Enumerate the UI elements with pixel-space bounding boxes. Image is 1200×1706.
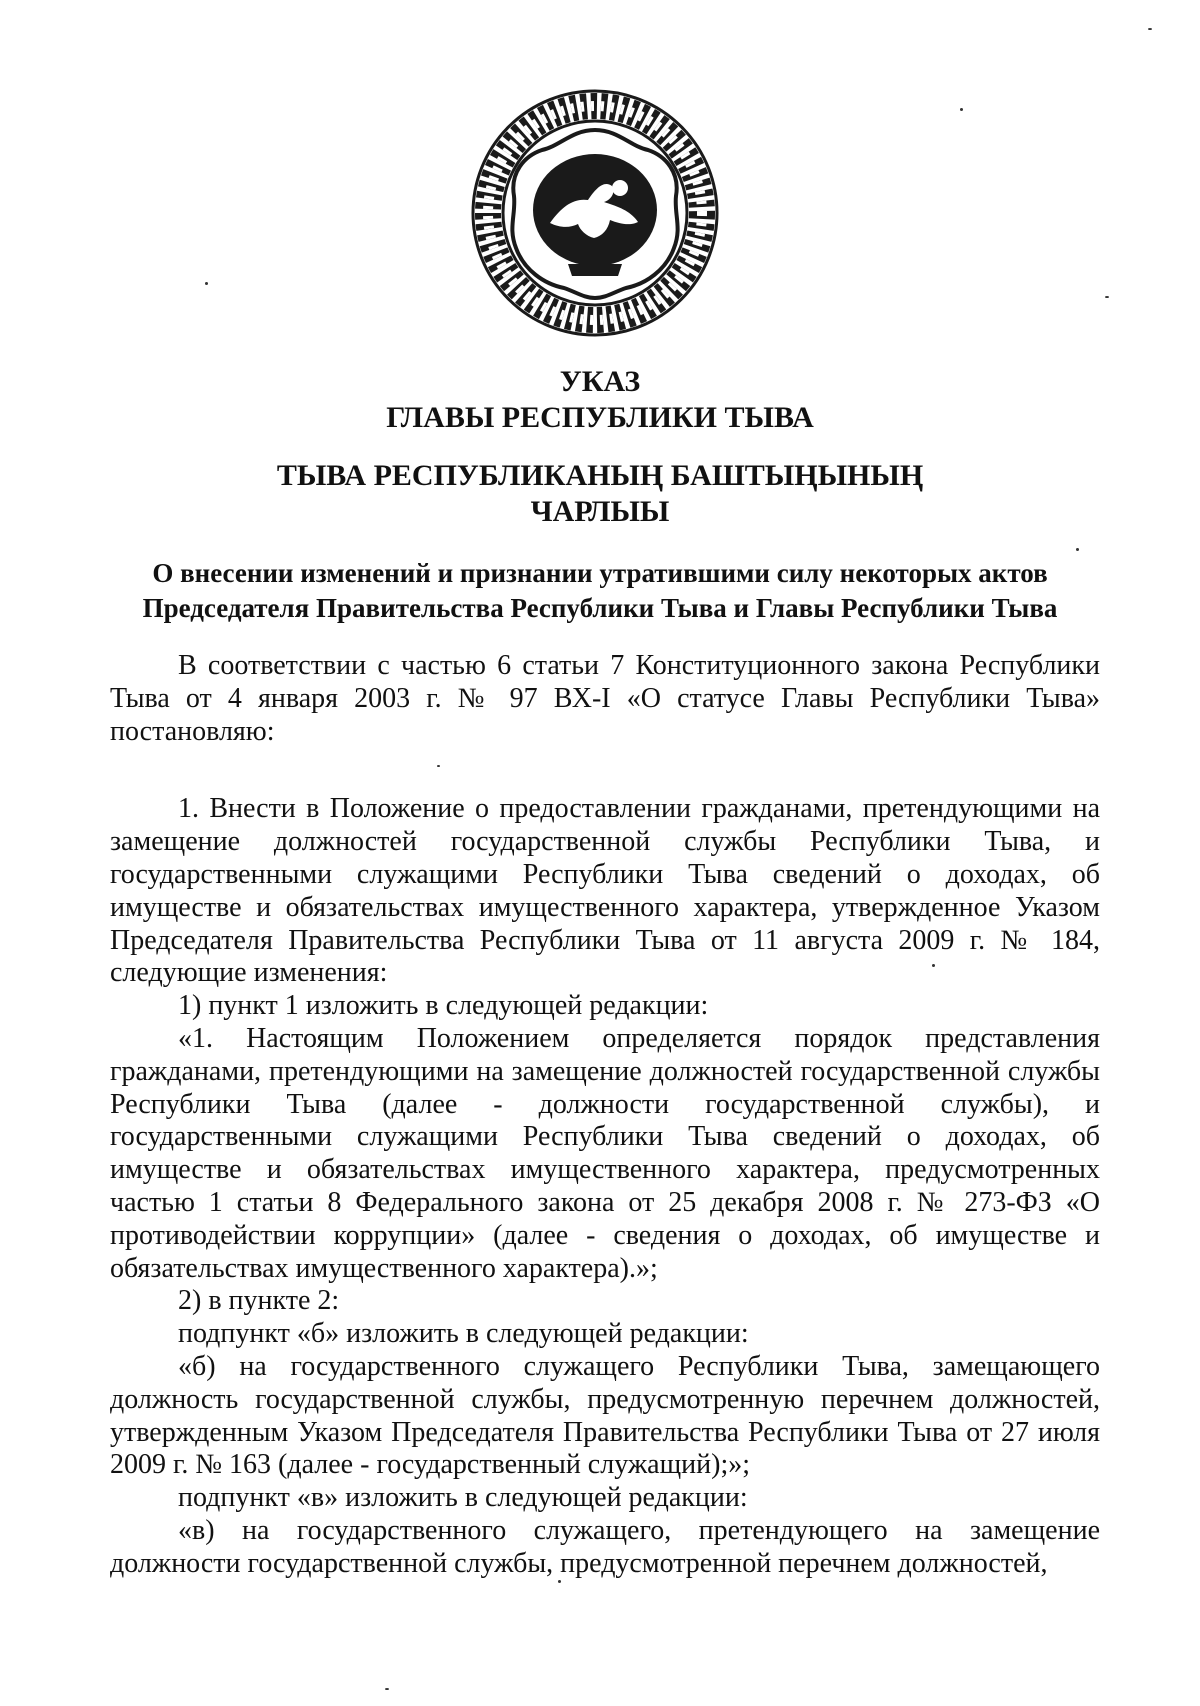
scan-speck	[1105, 296, 1109, 298]
subject-line-1: О внесении изменений и признании утратившими силу некоторых актов	[152, 558, 1048, 588]
subpoint-v-intro-paragraph: подпункт «в» изложить в следующей редакции:	[178, 1482, 748, 1514]
item-1-paragraph: 1. Внести в Положение о предоставлении гражданами, претендующими на замещение должностей государственной службы Республики Тыва, и государственными служащими Республики Тыва сведений о доходах, об имуществе и обязательствах имущественного характера, утвержденное Указом Председателя Правительства Республики Тыва от 11 августа 2009 г. № 184, следующие изменения:	[110, 793, 1100, 989]
scan-speck	[960, 108, 963, 111]
scan-speck	[1148, 28, 1152, 30]
scan-speck	[437, 765, 440, 767]
document-title	[0, 364, 1200, 436]
subpoint-b-intro-paragraph: подпункт «б» изложить в следующей редакции:	[178, 1318, 749, 1350]
quoted-item-1-paragraph: «1. Настоящим Положением определяется порядок представления гражданами, претендующими на замещение должностей государственной службы Республики Тыва (далее - должности государственной службы), и государственными служащими Республики Тыва сведений о доходах, об имуществе и обязательствах имущественного характера, предусмотренных частью 1 статьи 8 Федерального закона от 25 декабря 2008 г. № 273-ФЗ «О противодействии коррупции» (далее - сведения о доходах, об имуществе и обязательствах имущественного характера).»;	[110, 1022, 1100, 1284]
scan-speck	[1076, 548, 1079, 551]
preamble-paragraph: В соответствии с частью 6 статьи 7 Конституционного закона Республики Тыва от 4 января 2003 г. № 97 ВХ-I «О статусе Главы Республики Тыва» постановляю:	[110, 650, 1100, 747]
scan-speck	[205, 282, 208, 285]
tyvan-line-1: ТЫВА РЕСПУБЛИКАНЫҢ БАШТЫҢЫНЫҢ	[276, 459, 924, 492]
quoted-subpoint-v-paragraph: «в) на государственного служащего, претендующего на замещение должности государственной службы, предусмотренной перечнем должностей,	[110, 1514, 1100, 1579]
scan-speck	[558, 1580, 561, 1583]
coat-of-arms-icon	[470, 88, 720, 338]
subitem-2-paragraph: 2) в пункте 2:	[178, 1285, 340, 1317]
quoted-subpoint-b-paragraph: «б) на государственного служащего Республики Тыва, замещающего должность государственной службы, предусмотренную перечнем должностей, утвержденным Указом Председателя Правительства Республики Тыва от 27 июля 2009 г. № 163 (далее - государственный служащий);»;	[110, 1350, 1100, 1481]
title-line-2: ГЛАВЫ РЕСПУБЛИКИ ТЫВА	[386, 401, 814, 434]
scan-speck	[385, 1688, 389, 1690]
tyvan-line-2: ЧАРЛЫЫ	[530, 495, 670, 528]
scan-speck	[932, 964, 935, 967]
subject-line-2: Председателя Правительства Республики Тыва и Главы Республики Тыва	[142, 593, 1058, 623]
document-body	[110, 650, 1100, 1581]
title-line-1: УКАЗ	[559, 365, 641, 398]
subitem-1-paragraph: 1) пункт 1 изложить в следующей редакции:	[178, 990, 709, 1022]
document-subject	[0, 556, 1200, 626]
tyvan-title	[0, 458, 1200, 530]
